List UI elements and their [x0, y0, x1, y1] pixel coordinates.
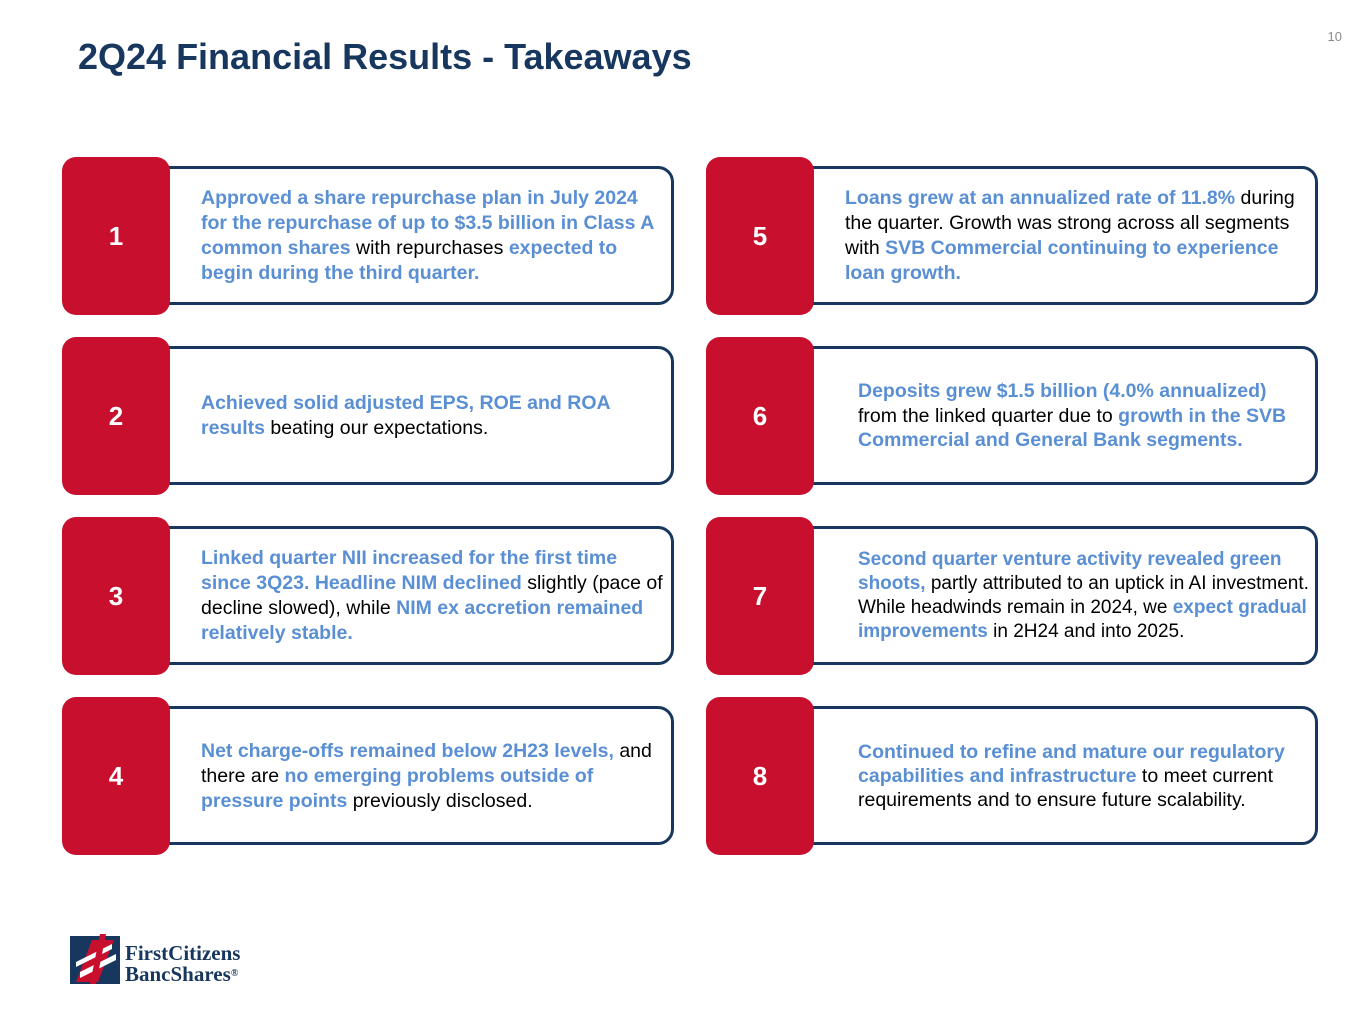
number-badge	[62, 697, 170, 855]
badge-number: 2	[108, 400, 124, 431]
badge-number: 5	[752, 220, 768, 251]
company-logo	[70, 932, 260, 988]
badge-number: 7	[752, 580, 768, 611]
highlighted-text: Approved a share repurchase plan in July 2024 for the repurchase of up to $3.5 billion in Class A common shares	[201, 187, 654, 259]
takeaway-card-7	[706, 517, 1318, 675]
body-text: beating our expectations.	[264, 417, 489, 439]
badge-number: 8	[752, 760, 768, 791]
number-badge	[62, 517, 170, 675]
highlighted-text: Loans grew at an annualized rate of 11.8%	[845, 187, 1236, 209]
card-paragraph	[858, 379, 1310, 453]
card-text	[201, 157, 666, 315]
number-badge	[62, 337, 170, 495]
highlighted-text: Continued to refine and mature our regulatory capabilities and infrastructure	[858, 741, 1285, 787]
highlighted-text: expected to begin during the third quarter.	[201, 237, 618, 284]
card-paragraph	[858, 548, 1314, 644]
highlighted-text: SVB Commercial continuing to experience loan growth.	[845, 237, 1279, 284]
number-badge	[706, 517, 814, 675]
badge-number: 6	[752, 400, 768, 431]
takeaway-card-6	[706, 337, 1318, 495]
number-badge	[706, 157, 814, 315]
card-text	[201, 697, 666, 855]
highlighted-text: growth in the SVB Commercial and General Bank segments.	[858, 404, 1287, 452]
highlighted-text: Deposits grew $1.5 billion (4.0% annualized)	[858, 380, 1267, 403]
card-text	[858, 337, 1310, 495]
badge-number: 1	[108, 220, 124, 251]
highlighted-text: expect gradual improvements	[858, 597, 1307, 642]
card-text	[858, 517, 1314, 675]
logo-text-line2: BancShares®	[125, 962, 239, 986]
takeaway-card-4	[62, 697, 674, 855]
body-text: in 2H24 and into 2025.	[987, 621, 1185, 642]
badge-number: 3	[108, 580, 124, 611]
number-badge	[706, 697, 814, 855]
card-text	[845, 157, 1310, 315]
card-paragraph	[858, 740, 1310, 812]
body-text: and there are	[201, 739, 652, 787]
body-text: to meet current requirements and to ensure future scalability.	[858, 765, 1274, 811]
body-text: slightly (pace of decline slowed), while	[201, 572, 663, 619]
logo-text-line1: FirstCitizens	[125, 941, 241, 965]
card-paragraph	[201, 391, 666, 441]
takeaway-card-1	[62, 157, 674, 315]
page-title: 2Q24 Financial Results - Takeaways	[78, 36, 692, 77]
body-text: partly attributed to an uptick in AI investment. While headwinds remain in 2024, we	[858, 573, 1309, 618]
card-paragraph	[201, 186, 666, 286]
body-text: previously disclosed.	[347, 789, 533, 812]
takeaway-card-2	[62, 337, 674, 495]
takeaway-card-3	[62, 517, 674, 675]
first-citizens-flag-icon	[70, 932, 122, 986]
highlighted-text: no emerging problems outside of pressure points	[201, 764, 594, 812]
body-text: from the linked quarter due to	[858, 404, 1119, 427]
body-text: during the quarter. Growth was strong across all segments with	[845, 187, 1295, 259]
card-text	[201, 517, 666, 675]
card-paragraph	[845, 186, 1310, 286]
card-paragraph	[201, 739, 666, 814]
highlighted-text: NIM ex accretion remained relatively stable.	[201, 597, 644, 644]
card-text	[858, 697, 1310, 855]
page-number: 10	[1327, 29, 1342, 44]
takeaway-card-5	[706, 157, 1318, 315]
number-badge	[62, 157, 170, 315]
card-text	[201, 337, 666, 495]
highlighted-text: Linked quarter NII increased for the first time since 3Q23. Headline NIM declined	[201, 547, 618, 594]
number-badge	[706, 337, 814, 495]
highlighted-text: Achieved solid adjusted EPS, ROE and ROA results	[201, 392, 610, 439]
badge-number: 4	[108, 760, 124, 791]
takeaway-card-8	[706, 697, 1318, 855]
highlighted-text: Net charge-offs remained below 2H23 levels,	[201, 739, 614, 762]
card-paragraph	[201, 546, 666, 646]
highlighted-text: Second quarter venture activity revealed green shoots,	[858, 549, 1282, 594]
body-text: with repurchases	[350, 237, 509, 259]
